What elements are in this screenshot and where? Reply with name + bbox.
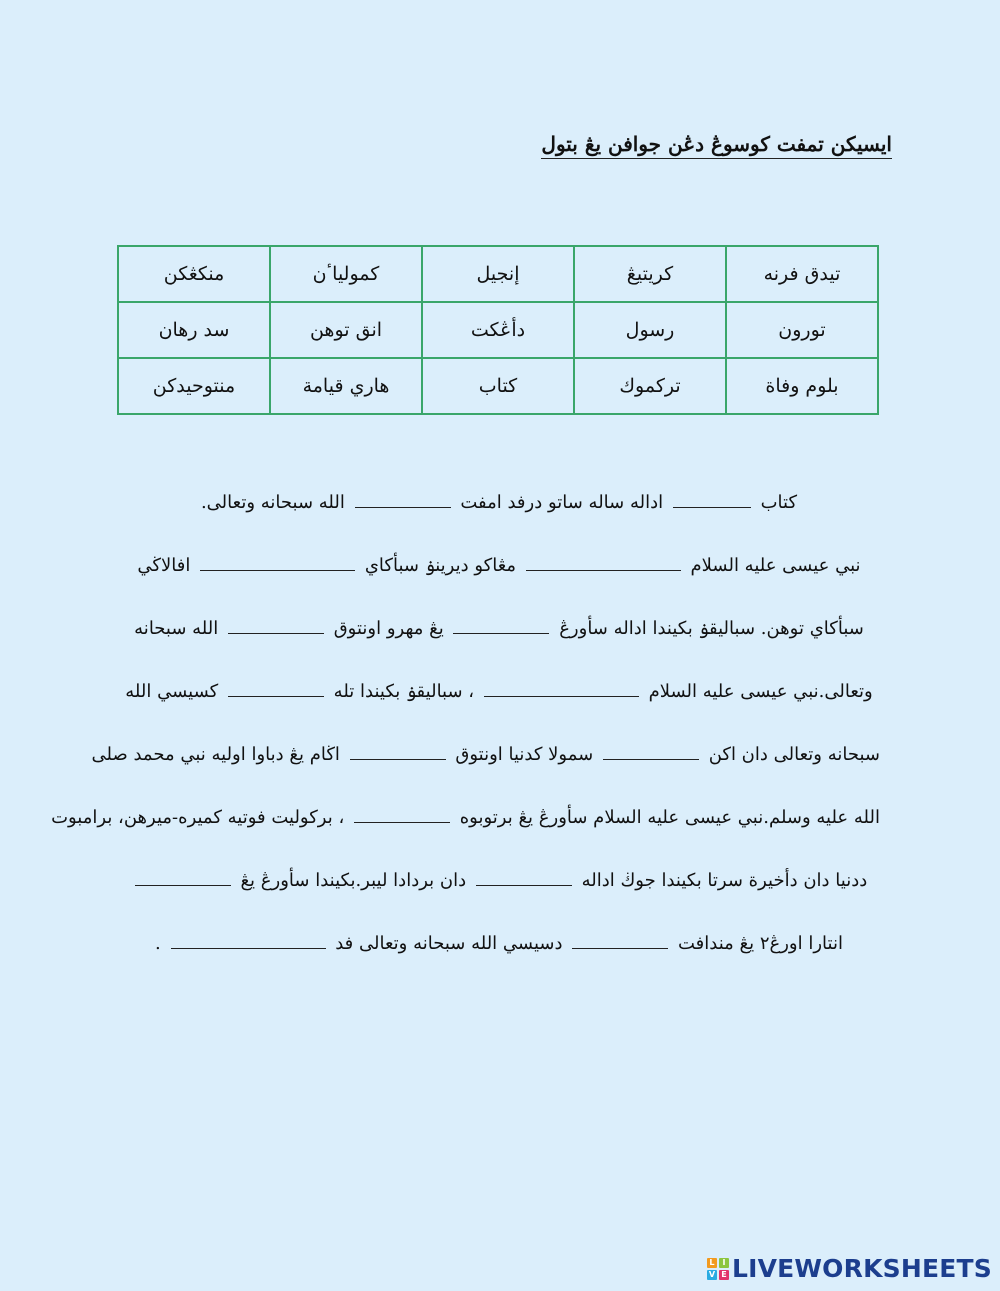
word-cell: كمولياٴن: [270, 246, 422, 302]
passage-text: ، بركوليت فوتيه كميره-ميرهن، برامبوت: [51, 807, 345, 828]
word-cell: كريتيڠ: [574, 246, 726, 302]
word-bank-table: [117, 245, 879, 415]
answer-blank[interactable]: [354, 810, 450, 823]
passage-text: الله عليه وسلم.نبي عيسى عليه السلام سأورڠ يڠ برتوبوه: [459, 807, 880, 828]
passage-text: يڠ مهرو اونتوق: [333, 618, 444, 639]
logo-mark-letter: E: [719, 1270, 729, 1280]
answer-blank[interactable]: [603, 747, 699, 760]
word-cell: إنجيل: [422, 246, 574, 302]
passage-text: اڬام يڠ دباوا اوليه نبي محمد صلى: [91, 744, 340, 765]
passage-text: الله سبحانه: [134, 618, 219, 639]
answer-blank[interactable]: [572, 936, 668, 949]
answer-blank[interactable]: [453, 621, 549, 634]
answer-blank[interactable]: [228, 621, 324, 634]
answer-blank[interactable]: [484, 684, 639, 697]
word-cell: انق توهن: [270, 302, 422, 358]
passage-text: اداله ساله ساتو درفد امفت: [460, 492, 664, 513]
word-cell: كتاب: [422, 358, 574, 414]
logo-text: LIVEWORKSHEETS: [731, 1254, 992, 1283]
table-row: [118, 302, 878, 358]
table-row: [118, 246, 878, 302]
answer-blank[interactable]: [171, 936, 326, 949]
word-cell: منكڠكن: [118, 246, 270, 302]
word-cell: دأڠكت: [422, 302, 574, 358]
passage-text: ددنيا دان دأخيرة سرتا بكيندا جوڬ اداله: [581, 870, 868, 891]
passage-text: .: [155, 933, 161, 954]
passage-text: سمولا كدنيا اونتوق: [455, 744, 594, 765]
passage-line: [118, 604, 880, 667]
passage-line: [51, 793, 880, 856]
answer-blank[interactable]: [476, 873, 572, 886]
liveworksheets-logo: [707, 1254, 992, 1283]
passage-text: ، سباليقۏ بكيندا تله: [333, 681, 475, 702]
passage-text: دسيسي الله سبحانه وتعالى فد: [335, 933, 563, 954]
answer-blank[interactable]: [355, 495, 451, 508]
worksheet-title: ايسيكن تمفت كوسوڠ دڠن جوافن يڠ بتول: [541, 132, 892, 159]
passage-text: افالاڬي: [137, 555, 191, 576]
answer-blank[interactable]: [200, 558, 355, 571]
passage-line: [118, 919, 880, 982]
logo-mark-letter: I: [719, 1258, 729, 1268]
word-cell: هاري قيامة: [270, 358, 422, 414]
word-cell: تيدق فرنه: [726, 246, 878, 302]
word-cell: تركموك: [574, 358, 726, 414]
passage-text: وتعالى.نبي عيسى عليه السلام: [648, 681, 873, 702]
passage-text: نبي عيسى عليه السلام: [690, 555, 861, 576]
passage-line: [118, 667, 880, 730]
word-cell: سد رهان: [118, 302, 270, 358]
answer-blank[interactable]: [350, 747, 446, 760]
fill-in-passage: [51, 478, 880, 982]
passage-text: دان بردادا ليبر.بكيندا سأورڠ يڠ: [240, 870, 467, 891]
passage-text: كتاب: [760, 492, 798, 513]
table-row: [118, 358, 878, 414]
answer-blank[interactable]: [135, 873, 231, 886]
passage-line: [91, 730, 880, 793]
passage-line: [118, 541, 880, 604]
logo-mark-icon: [707, 1258, 729, 1280]
answer-blank[interactable]: [228, 684, 324, 697]
passage-text: سبأكاي توهن. سباليقۏ بكيندا اداله سأورڠ: [559, 618, 864, 639]
passage-line: [118, 478, 880, 541]
passage-line: [118, 856, 880, 919]
answer-blank[interactable]: [673, 495, 751, 508]
passage-text: سبحانه وتعالى دان اكن: [708, 744, 880, 765]
logo-mark-letter: V: [708, 1269, 716, 1279]
word-cell: تورون: [726, 302, 878, 358]
passage-text: كسيسي الله: [125, 681, 219, 702]
passage-text: مڠاكو ديرينۏ سبأكاي: [364, 555, 517, 576]
answer-blank[interactable]: [526, 558, 681, 571]
passage-text: انتارا اورڠ٢ يڠ مندافت: [677, 933, 843, 954]
word-cell: بلوم وفاة: [726, 358, 878, 414]
word-cell: رسول: [574, 302, 726, 358]
word-cell: منتوحيدكن: [118, 358, 270, 414]
passage-text: الله سبحانه وتعالى.: [200, 492, 345, 513]
logo-mark-letter: L: [707, 1258, 717, 1268]
